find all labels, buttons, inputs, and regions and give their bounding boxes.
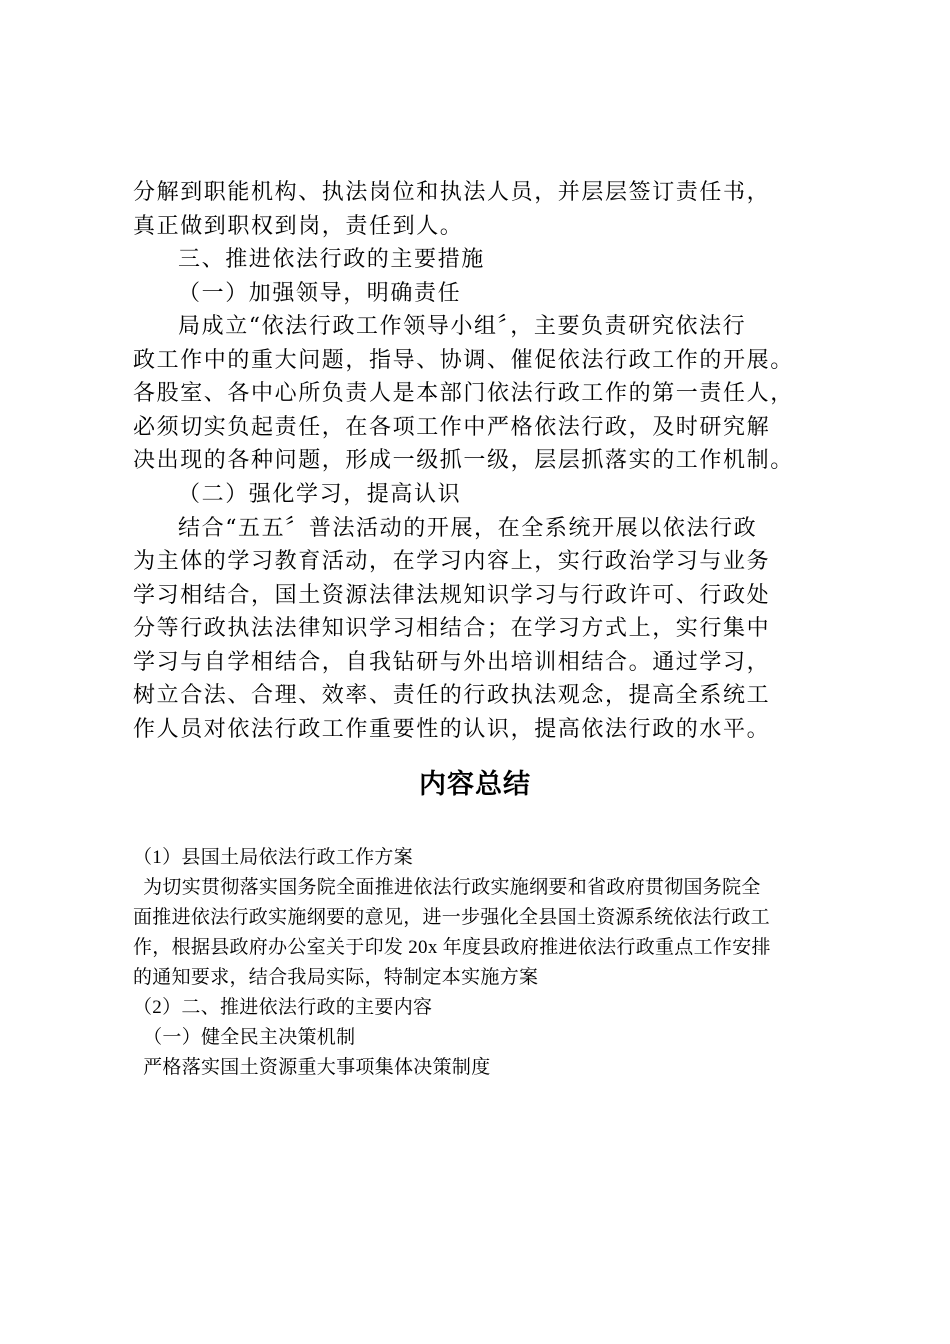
paragraph-line: 决出现的各种问题，形成一级抓一级，层层抓落实的工作机制。 bbox=[133, 448, 794, 473]
paragraph-line: 各股室、各中心所负责人是本部门依法行政工作的第一责任人， bbox=[133, 381, 794, 406]
section-learning-paragraph bbox=[133, 478, 843, 746]
subsection-heading: （一）加强领导，明确责任 bbox=[178, 280, 462, 306]
paragraph-line: 为主体的学习教育活动，在学习内容上，实行政治学习与业务 bbox=[133, 549, 771, 574]
subsection-heading: （二）强化学习，提高认识 bbox=[178, 482, 462, 507]
paragraph-line: 政工作中的重大问题，指导、协调、催促依法行政工作的开展。 bbox=[133, 347, 794, 373]
summary-title: 内容总结 bbox=[419, 769, 531, 800]
paragraph-line: 真正做到职权到岗，责任到人。 bbox=[133, 213, 464, 239]
paragraph-line: 学习与自学相结合，自我钻研与外出培训相结合。通过学习， bbox=[133, 649, 771, 675]
summary-line: 作，根据县政府办公室关于印发 20x 年度县政府推进依法行政重点工作安排 bbox=[133, 937, 771, 958]
paragraph-line: 分解到职能机构、执法岗位和执法人员，并层层签订责任书， bbox=[133, 180, 771, 205]
summary-line: （一）健全民主决策机制 bbox=[133, 1027, 356, 1048]
section-heading: 三、推进依法行政的主要措施 bbox=[178, 247, 485, 272]
paragraph-line: 树立合法、合理、效率、责任的行政执法观念，提高全系统工 bbox=[133, 683, 771, 708]
summary-line: 为切实贯彻落实国务院全面推进依法行政实施纲要和省政府贯彻国务院全 bbox=[133, 877, 761, 898]
summary-line: （2）二、推进依法行政的主要内容 bbox=[133, 997, 433, 1018]
paragraph-line: 作人员对依法行政工作重要性的认识，提高依法行政的水平。 bbox=[133, 716, 771, 742]
summary-content bbox=[133, 843, 833, 1083]
paragraph-line: 学习相结合，国土资源法律法规知识学习与行政许可、行政处 bbox=[133, 582, 771, 608]
paragraph-line: 结合“五五〞普法活动的开展，在全系统开展以依法行政 bbox=[178, 515, 758, 541]
paragraph-line: 必须切实负起责任，在各项工作中严格依法行政，及时研究解 bbox=[133, 414, 771, 440]
summary-line: 严格落实国土资源重大事项集体决策制度 bbox=[133, 1057, 491, 1078]
section-top-paragraph bbox=[133, 176, 843, 478]
summary-line: 的通知要求，结合我局实际，特制定本实施方案 bbox=[133, 967, 539, 988]
summary-line: （1）县国土局依法行政工作方案 bbox=[133, 847, 414, 868]
paragraph-line: 分等行政执法法律知识学习相结合；在学习方式上，实行集中 bbox=[133, 616, 771, 641]
summary-line: 面推进依法行政实施纲要的意见，进一步强化全县国土资源系统依法行政工 bbox=[133, 907, 770, 928]
paragraph-line: 局成立“依法行政工作领导小组〞，主要负责研究依法行 bbox=[178, 314, 747, 339]
